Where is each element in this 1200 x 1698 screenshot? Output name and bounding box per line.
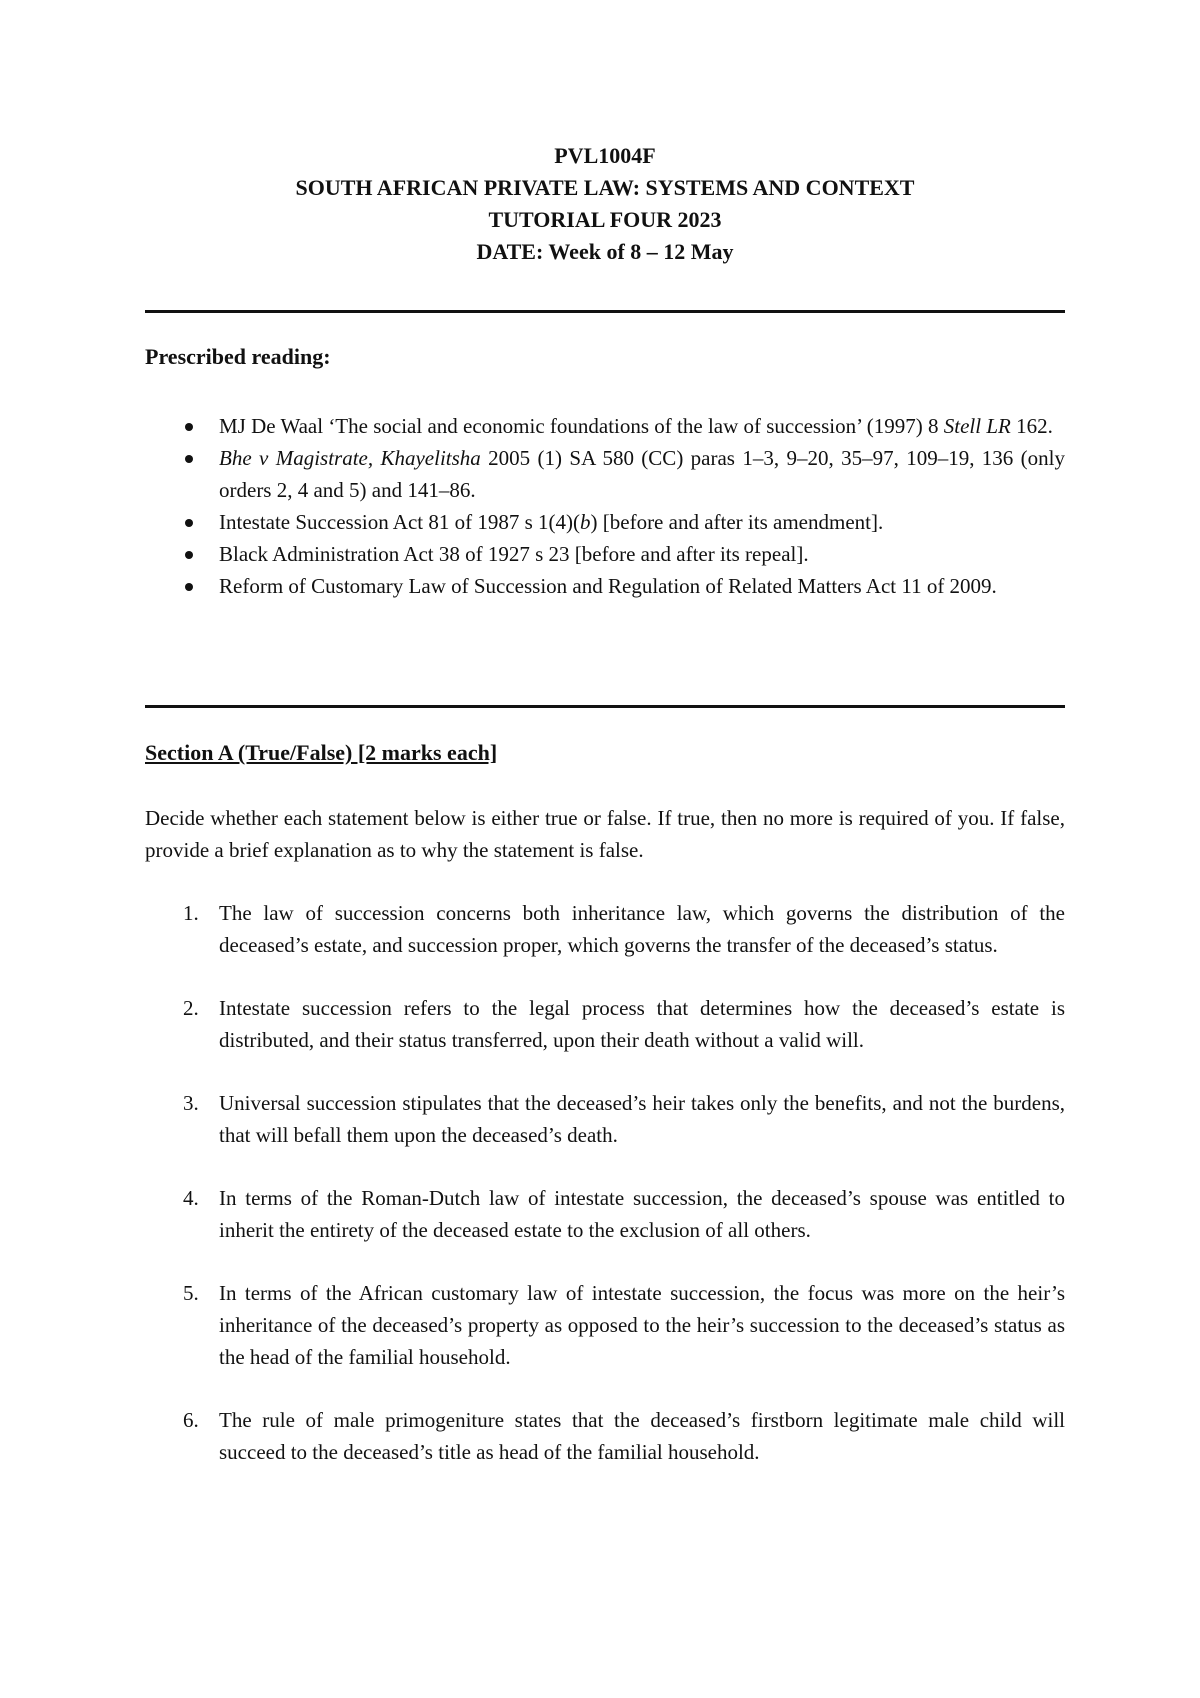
horizontal-divider <box>145 705 1065 708</box>
question-item <box>145 1404 1065 1468</box>
horizontal-divider <box>145 310 1065 313</box>
question-number: 3. <box>183 1091 199 1115</box>
bullet-icon <box>185 551 193 559</box>
tutorial-date: DATE: Week of 8 – 12 May <box>476 239 734 264</box>
question-text: The law of succession concerns both inheritance law, which governs the distribution of the deceased’s estate, and succession proper, which governs the transfer of the deceased’s status. <box>219 901 1065 957</box>
question-text: Intestate succession refers to the legal process that determines how the deceased’s estate is distributed, and their status transferred, upon their death without a valid will. <box>219 996 1065 1052</box>
bullet-icon <box>185 455 193 463</box>
bullet-icon <box>185 423 193 431</box>
section-a-heading: Section A (True/False) [2 marks each] <box>145 740 498 765</box>
tutorial-title: TUTORIAL FOUR 2023 <box>488 207 722 232</box>
question-number: 5. <box>183 1281 199 1305</box>
course-code: PVL1004F <box>554 143 656 168</box>
reading-item: Intestate Succession Act 81 of 1987 s 1(4)(b) [before and after its amendment]. <box>145 506 1065 538</box>
course-title: SOUTH AFRICAN PRIVATE LAW: SYSTEMS AND CONTEXT <box>295 175 915 200</box>
reading-item: MJ De Waal ‘The social and economic foundations of the law of succession’ (1997) 8 Stell LR 162. <box>145 410 1065 442</box>
question-list <box>145 897 1065 1499</box>
question-item <box>145 1087 1065 1151</box>
reading-item: Reform of Customary Law of Succession and Regulation of Related Matters Act 11 of 2009. <box>145 570 1065 602</box>
bullet-icon <box>185 583 193 591</box>
reading-item: Black Administration Act 38 of 1927 s 23 [before and after its repeal]. <box>145 538 1065 570</box>
question-text: Universal succession stipulates that the deceased’s heir takes only the benefits, and not the burdens, that will befall them upon the deceased’s death. <box>219 1091 1065 1147</box>
question-number: 6. <box>183 1408 199 1432</box>
question-text: The rule of male primogeniture states that the deceased’s firstborn legitimate male child will succeed to the deceased’s title as head of the familial household. <box>219 1408 1065 1464</box>
question-item <box>145 897 1065 961</box>
question-item <box>145 992 1065 1056</box>
question-text: In terms of the Roman-Dutch law of intestate succession, the deceased’s spouse was entitled to inherit the entirety of the deceased estate to the exclusion of all others. <box>219 1186 1065 1242</box>
question-number: 4. <box>183 1186 199 1210</box>
question-number: 2. <box>183 996 199 1020</box>
question-item <box>145 1182 1065 1246</box>
question-item <box>145 1277 1065 1373</box>
bullet-icon <box>185 519 193 527</box>
question-number: 1. <box>183 901 199 925</box>
reading-item: Bhe v Magistrate, Khayelitsha 2005 (1) SA 580 (CC) paras 1–3, 9–20, 35–97, 109–19, 136 (only orders 2, 4 and 5) and 141–86. <box>145 442 1065 506</box>
reading-list <box>145 410 1065 602</box>
section-a-instructions: Decide whether each statement below is either true or false. If true, then no more is required of you. If false, provide a brief explanation as to why the statement is false. <box>145 806 1065 862</box>
question-text: In terms of the African customary law of intestate succession, the focus was more on the heir’s inheritance of the deceased’s property as opposed to the heir’s succession to the deceased’s status as the head of the familial household. <box>219 1281 1065 1369</box>
document-header <box>145 140 1065 268</box>
prescribed-reading-heading: Prescribed reading: <box>145 344 331 369</box>
